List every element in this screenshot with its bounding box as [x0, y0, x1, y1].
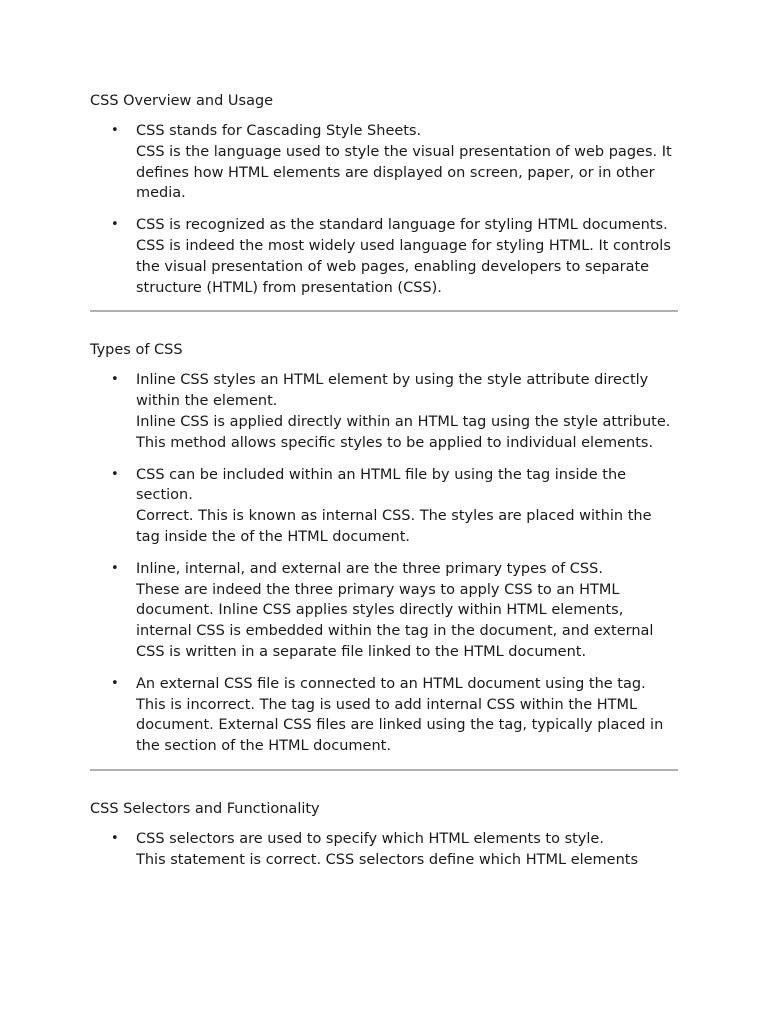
list-item	[90, 121, 678, 204]
section-divider	[90, 769, 678, 771]
bullet-icon: •	[111, 123, 119, 138]
list-item	[90, 370, 678, 453]
item-explanation: Correct. This is known as internal CSS. The styles are placed within the tag inside the of the HTML document.	[136, 508, 652, 545]
bullet-list	[90, 121, 678, 298]
list-item	[90, 465, 678, 548]
list-item	[90, 674, 678, 757]
bullet-icon: •	[111, 675, 119, 691]
list-item	[90, 215, 678, 298]
bullet-list	[90, 829, 678, 871]
item-explanation: This statement is correct. CSS selectors define which HTML elements	[136, 851, 639, 868]
item-statement: CSS stands for Cascading Style Sheets.	[136, 123, 422, 139]
item-statement: CSS selectors are used to specify which HTML elements to style.	[136, 830, 604, 847]
item-explanation: CSS is indeed the most widely used language for styling HTML. It controls the visual presentation of web pages, enabling developers to separate structure (HTML) from presentation (CSS).	[136, 237, 671, 296]
item-explanation: CSS is the language used to style the visual presentation of web pages. It defines how HTML elements are displayed on screen, paper, or in other media.	[136, 143, 672, 202]
bullet-list	[90, 370, 678, 757]
bullet-icon: •	[111, 466, 119, 482]
item-statement: Inline, internal, and external are the three primary types of CSS.	[136, 560, 603, 577]
section-title: CSS Overview and Usage	[90, 93, 274, 109]
item-explanation: These are indeed the three primary ways to apply CSS to an HTML document. Inline CSS applies styles directly within HTML elements, internal CSS is embedded within the tag in the document, and external CSS is written in a separate file linked to the HTML document.	[136, 581, 654, 660]
section-title: CSS Selectors and Functionality	[90, 800, 320, 817]
list-item	[90, 829, 678, 871]
document-page	[90, 90, 678, 871]
bullet-icon: •	[111, 560, 119, 576]
item-explanation: Inline CSS is applied directly within an HTML tag using the style attribute. This method allows specific styles to be applied to individual elements.	[136, 413, 671, 451]
item-statement: An external CSS file is connected to an HTML document using the tag.	[136, 675, 646, 692]
section-title: Types of CSS	[90, 342, 183, 359]
bullet-icon: •	[111, 830, 119, 846]
bullet-icon: •	[111, 217, 119, 233]
item-explanation: This is incorrect. The tag is used to add internal CSS within the HTML document. External CSS files are linked using the tag, typically placed in the section of the HTML document.	[136, 696, 664, 755]
item-statement: CSS is recognized as the standard language for styling HTML documents.	[136, 217, 668, 234]
section-divider	[90, 310, 678, 312]
section-css-selectors	[90, 798, 678, 871]
list-item	[90, 559, 678, 663]
section-types-of-css	[90, 339, 678, 757]
section-css-overview	[90, 90, 678, 298]
bullet-icon: •	[111, 372, 119, 388]
item-statement: Inline CSS styles an HTML element by using the style attribute directly within the element.	[136, 372, 649, 410]
item-statement: CSS can be included within an HTML file by using the tag inside the section.	[136, 466, 627, 504]
